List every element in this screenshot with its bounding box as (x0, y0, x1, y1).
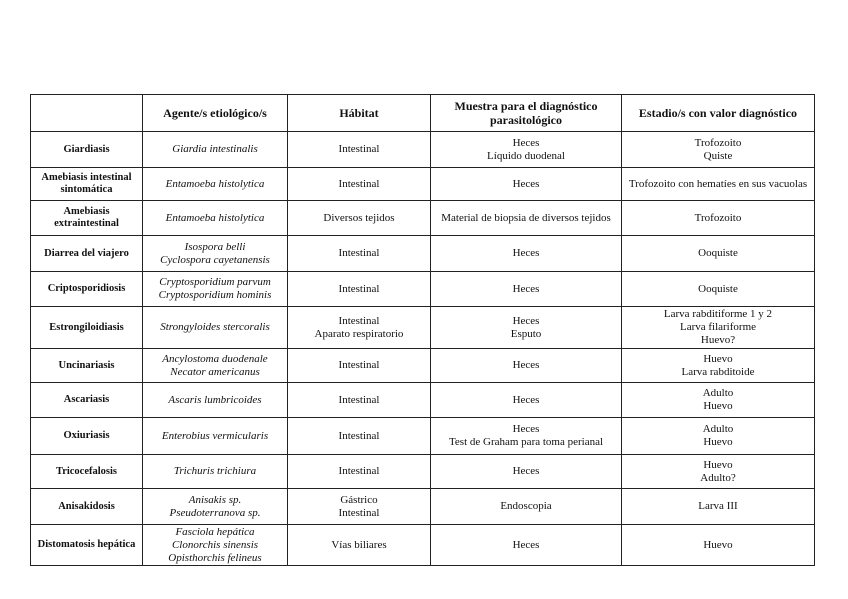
agent-line: Giardia intestinalis (172, 143, 258, 155)
stage-cell (622, 489, 815, 525)
stage-cell (622, 236, 815, 272)
disease-cell: Amebiasis extraintestinal (31, 201, 143, 236)
agent-line: Trichuris trichiura (173, 465, 257, 477)
habitat-cell (288, 455, 431, 489)
agent-line: Ascaris lumbricoides (168, 393, 262, 406)
stage-cell (622, 525, 815, 566)
sample-line: Heces (512, 282, 540, 295)
disease-cell: Amebiasis intestinal sintomática (31, 168, 143, 201)
stage-cell (622, 349, 815, 383)
sample-cell (431, 168, 622, 201)
agent-cell (143, 201, 288, 236)
agent-line: Clonorchis sinensis (171, 538, 259, 551)
agent-cell (143, 236, 288, 272)
habitat-line: Aparato respiratorio (314, 327, 404, 340)
stage-cell (622, 201, 815, 236)
agent-line: Entamoeba histolytica (165, 211, 265, 224)
stage-line: Huevo (703, 436, 733, 448)
stage-line: Larva III (698, 500, 738, 512)
agent-cell (143, 349, 288, 383)
header-empty (31, 95, 143, 132)
sample-line: Heces (512, 465, 540, 477)
habitat-cell (288, 201, 431, 236)
habitat-line: Intestinal (338, 465, 380, 477)
habitat-line: Intestinal (338, 429, 380, 442)
stage-line: Huevo (703, 538, 733, 551)
stage-line: Adulto (702, 387, 734, 399)
sample-line: Heces (512, 359, 540, 371)
table-row (31, 383, 815, 418)
disease-cell: Tricocefalosis (31, 455, 143, 489)
agent-cell (143, 307, 288, 349)
stage-line: Quiste (703, 149, 733, 162)
agent-line: Cyclospora cayetanensis (160, 253, 270, 266)
habitat-line: Intestinal (338, 247, 380, 259)
stage-cell (622, 455, 815, 489)
sample-line: Heces (512, 314, 540, 327)
sample-line: Endoscopia (500, 500, 552, 512)
agent-line: Opisthorchis felineus (168, 551, 262, 564)
habitat-line: Intestinal (338, 282, 380, 295)
stage-cell (622, 168, 815, 201)
habitat-line: Vías biliares (331, 538, 387, 551)
agent-line: Necator americanus (170, 365, 260, 378)
sample-line: Heces (512, 177, 540, 190)
habitat-line: Intestinal (338, 506, 380, 519)
sample-line: Heces (512, 423, 540, 435)
habitat-cell (288, 307, 431, 349)
agent-cell (143, 168, 288, 201)
sample-line: Heces (512, 136, 540, 149)
header-row (31, 95, 815, 132)
stage-cell (622, 272, 815, 307)
stage-line: Huevo? (700, 334, 736, 346)
table-row (31, 132, 815, 168)
table-row (31, 236, 815, 272)
stage-line: Trofozoito (694, 136, 742, 149)
disease-cell: Criptosporidiosis (31, 272, 143, 307)
habitat-cell (288, 168, 431, 201)
stage-line: Larva rabditiforme 1 y 2 (663, 308, 773, 320)
sample-cell (431, 236, 622, 272)
stage-line: Larva rabditoide (681, 365, 755, 378)
sample-cell (431, 489, 622, 525)
sample-line: Heces (512, 393, 540, 406)
stage-line: Trofozoito con hematíes en sus vacuolas (628, 177, 808, 190)
table-row (31, 201, 815, 236)
agent-line: Cryptosporidium hominis (158, 289, 272, 301)
agent-line: Fasciola hepática (175, 525, 255, 538)
sample-cell (431, 383, 622, 418)
sample-cell (431, 418, 622, 455)
table-row (31, 455, 815, 489)
habitat-cell (288, 132, 431, 168)
table-row (31, 168, 815, 201)
disease-cell: Diarrea del viajero (31, 236, 143, 272)
disease-cell: Ascariasis (31, 383, 143, 418)
sample-cell (431, 455, 622, 489)
stage-line: Adulto (702, 423, 734, 435)
habitat-line: Intestinal (338, 143, 380, 155)
sample-line: Test de Graham para toma perianal (448, 436, 604, 448)
stage-line: Huevo (703, 400, 733, 412)
agent-line: Anisakis sp. (188, 493, 242, 506)
sample-line: Esputo (510, 327, 542, 340)
agent-cell (143, 418, 288, 455)
disease-cell: Oxiuriasis (31, 418, 143, 455)
table-row (31, 418, 815, 455)
sample-line: Material de biopsia de diversos tejidos (441, 211, 611, 224)
sample-cell (431, 525, 622, 566)
sample-line: Heces (512, 538, 540, 551)
habitat-line: Intestinal (338, 314, 380, 327)
header-habitat: Hábitat (288, 95, 431, 132)
habitat-line: Gástrico (340, 493, 378, 506)
agent-cell (143, 272, 288, 307)
agent-cell (143, 383, 288, 418)
sample-line: Heces (512, 247, 540, 259)
stage-cell (622, 418, 815, 455)
agent-line: Entamoeba histolytica (165, 177, 265, 190)
stage-line: Trofozoito (694, 211, 742, 224)
stage-cell (622, 383, 815, 418)
sample-cell (431, 307, 622, 349)
habitat-cell (288, 349, 431, 383)
table-row (31, 272, 815, 307)
habitat-line: Intestinal (338, 359, 380, 371)
header-stage: Estadio/s con valor diagnóstico (622, 95, 815, 132)
agent-cell (143, 525, 288, 566)
stage-line: Ooquiste (698, 282, 738, 295)
stage-line: Ooquiste (698, 247, 738, 259)
stage-cell (622, 132, 815, 168)
agent-line: Enterobius vermicularis (161, 429, 269, 442)
stage-cell (622, 307, 815, 349)
agent-line: Pseudoterranova sp. (169, 506, 261, 519)
habitat-cell (288, 489, 431, 525)
disease-cell: Distomatosis hepática (31, 525, 143, 566)
stage-line: Larva filariforme (679, 321, 757, 333)
sample-cell (431, 272, 622, 307)
habitat-line: Intestinal (338, 177, 380, 190)
agent-line: Isospora belli (184, 240, 246, 253)
table-row (31, 349, 815, 383)
agent-cell (143, 489, 288, 525)
habitat-line: Diversos tejidos (323, 211, 395, 224)
agent-cell (143, 132, 288, 168)
header-sample: Muestra para el diagnóstico parasitológico (431, 95, 622, 132)
parasite-diagnosis-table (30, 94, 815, 566)
stage-line: Huevo (703, 458, 733, 471)
stage-line: Huevo (703, 352, 733, 365)
agent-line: Cryptosporidium parvum (159, 276, 271, 288)
habitat-cell (288, 418, 431, 455)
habitat-line: Intestinal (338, 393, 380, 406)
sample-cell (431, 349, 622, 383)
disease-cell: Uncinariasis (31, 349, 143, 383)
habitat-cell (288, 525, 431, 566)
habitat-cell (288, 272, 431, 307)
sample-line: Líquido duodenal (487, 149, 565, 162)
disease-cell: Anisakidosis (31, 489, 143, 525)
header-agent: Agente/s etiológico/s (143, 95, 288, 132)
habitat-cell (288, 383, 431, 418)
disease-cell: Giardiasis (31, 132, 143, 168)
sample-cell (431, 201, 622, 236)
habitat-cell (288, 236, 431, 272)
disease-cell: Estrongiloidiasis (31, 307, 143, 349)
table-row (31, 525, 815, 566)
agent-line: Strongyloides stercoralis (160, 321, 270, 333)
stage-line: Adulto? (700, 471, 736, 484)
sample-cell (431, 132, 622, 168)
agent-cell (143, 455, 288, 489)
table-row (31, 307, 815, 349)
table-row (31, 489, 815, 525)
agent-line: Ancylostoma duodenale (162, 352, 268, 365)
